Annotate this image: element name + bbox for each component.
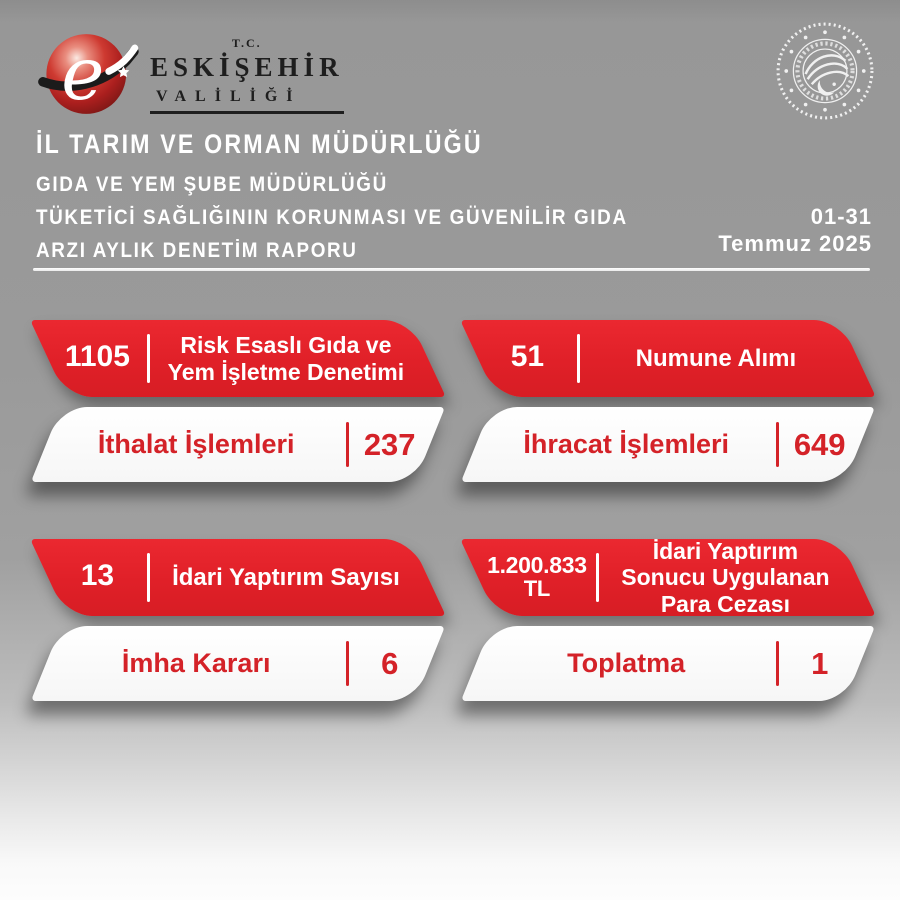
stat-value-unit: TL	[523, 576, 551, 602]
gov-logo-title: ESKİŞEHİR	[150, 52, 344, 82]
report-date	[718, 203, 872, 257]
stat-value	[478, 339, 577, 375]
stats-grid	[30, 320, 876, 701]
report-title-line-1: İL TARIM VE ORMAN MÜDÜRLÜĞÜ	[36, 129, 483, 159]
ministry-emblem-icon	[774, 20, 876, 122]
stat-value: 6	[381, 645, 399, 681]
stat-label: İmha Kararı	[121, 648, 271, 678]
eskisehir-logo-sphere-icon	[36, 24, 140, 124]
stat-card-group-1	[30, 320, 446, 482]
stat-card-group-3	[30, 539, 446, 701]
gov-logo-subtitle: VALİLİĞİ	[150, 88, 344, 114]
stat-label: İdari Yaptırım Sayısı	[172, 563, 400, 591]
stat-label: İdari Yaptırım Sonucu Uygulanan Para Cezası	[621, 538, 830, 617]
stat-value: 237	[363, 426, 416, 462]
red-stat-banner-risk-denetimi	[30, 320, 446, 397]
stat-value: 1	[811, 645, 829, 681]
stat-label: Risk Esaslı Gıda ve Yem İşletme Denetimi	[167, 332, 405, 385]
stat-value-number: 1.200.833	[487, 551, 587, 578]
stat-label: Numune Alımı	[635, 344, 797, 372]
stat-value-number: 51	[510, 339, 545, 373]
eskisehir-valiligi-logo	[36, 24, 344, 124]
report-date-range: 01-31	[810, 204, 872, 229]
gov-logo-text	[150, 24, 344, 114]
white-stat-banner-ihracat	[461, 407, 875, 482]
stat-label: Toplatma	[567, 648, 686, 678]
white-stat-banner-toplatma	[461, 626, 875, 701]
stat-value-number: 1105	[64, 339, 130, 373]
red-stat-banner-idari-yaptirim	[30, 539, 446, 616]
header-divider-line	[33, 268, 870, 271]
svg-text:e: e	[61, 32, 105, 118]
report-date-month-year: Temmuz 2025	[718, 231, 872, 256]
stat-value	[48, 339, 147, 375]
report-title-line-3: TÜKETİCİ SAĞLIĞININ KORUNMASI VE GÜVENİLİR GIDA	[36, 206, 628, 229]
report-title-line-4: ARZI AYLIK DENETİM RAPORU	[36, 239, 358, 262]
stat-value-number: 13	[80, 558, 115, 592]
stat-value	[48, 558, 147, 594]
stat-label: İhracat İşlemleri	[523, 429, 729, 459]
stat-label: İthalat İşlemleri	[97, 429, 295, 459]
stat-value	[478, 551, 596, 602]
white-stat-banner-ithalat	[31, 407, 445, 482]
red-stat-banner-para-cezasi	[460, 539, 876, 616]
report-header	[36, 129, 872, 267]
red-stat-banner-numune	[460, 320, 876, 397]
report-title-line-2: GIDA VE YEM ŞUBE MÜDÜRLÜĞÜ	[36, 173, 388, 196]
stat-value: 649	[793, 426, 846, 462]
gov-logo-tc: T.C.	[231, 36, 262, 50]
stat-card-group-4	[460, 539, 876, 701]
stat-card-group-2	[460, 320, 876, 482]
white-stat-banner-imha	[31, 626, 445, 701]
